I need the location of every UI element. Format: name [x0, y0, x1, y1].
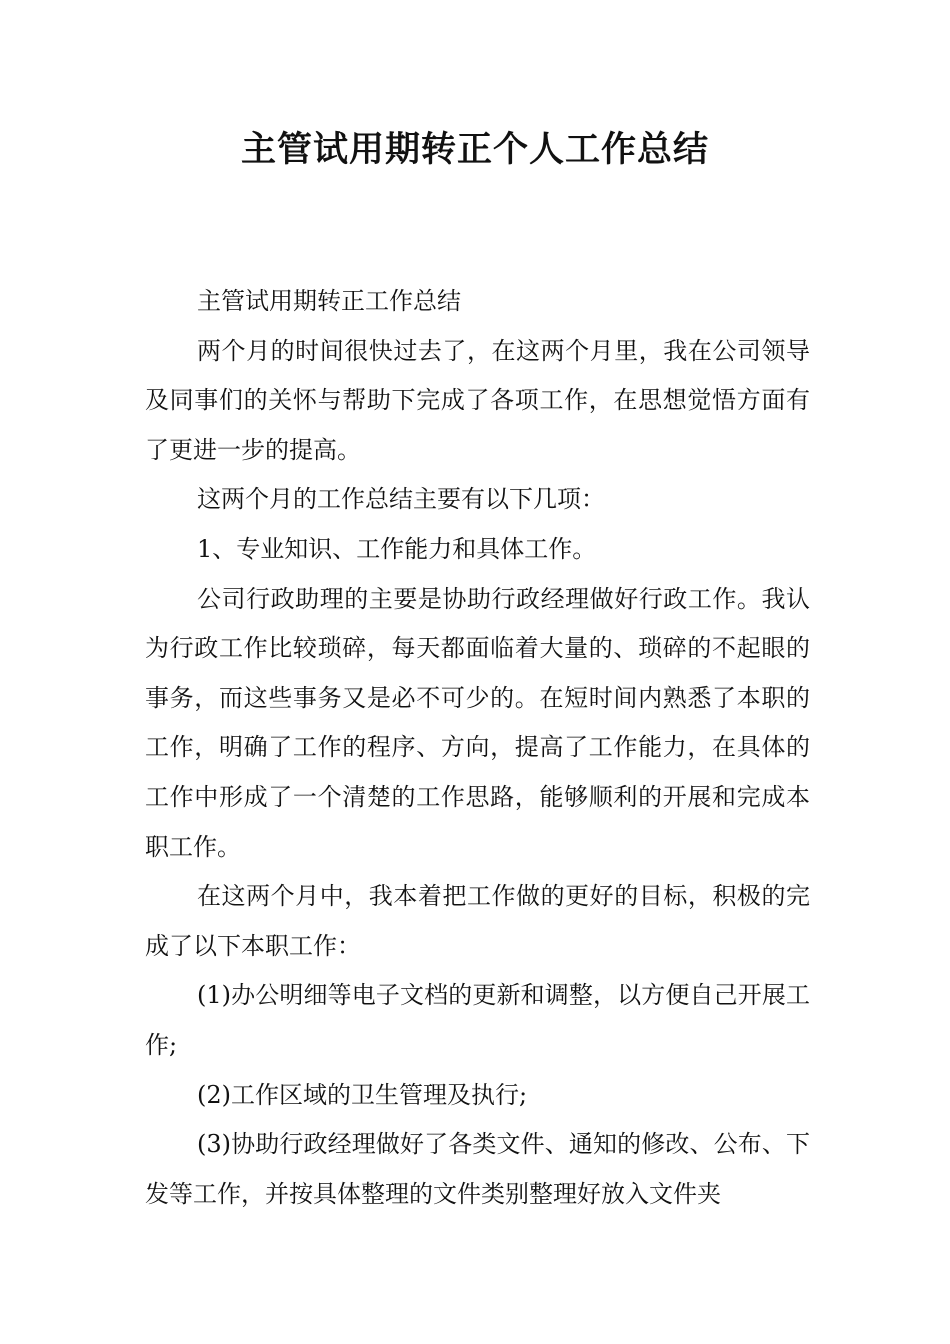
- paragraph-intro: 两个月的时间很快过去了，在这两个月里，我在公司领导及同事们的关怀与帮助下完成了各项工作，在思想觉悟方面有了更进一步的提高。: [145, 336, 810, 464]
- paragraph-duty-1: (1)办公明细等电子文档的更新和调整，以方便自己开展工作;: [145, 981, 810, 1059]
- document-title: 主管试用期转正个人工作总结: [240, 130, 709, 170]
- paragraph-role-description: 公司行政助理的主要是协助行政经理做好行政工作。我认为行政工作比较琐碎，每天都面临着大量的、琐碎的不起眼的事务，而这些事务又是必不可少的。在短时间内熟悉了本职的工作，明确了工作的程序、方向，提高了工作能力，在具体的工作中形成了一个清楚的工作思路，能够顺利的开展和完成本职工作。: [145, 584, 810, 861]
- paragraph-item-1-heading: 1、专业知识、工作能力和具体工作。: [197, 534, 597, 563]
- paragraph-subtitle: 主管试用期转正工作总结: [197, 287, 461, 315]
- paragraph-duties-lead: 在这两个月中，我本着把工作做的更好的目标，积极的完成了以下本职工作：: [145, 882, 810, 960]
- paragraph-duty-3: (3)协助行政经理做好了各类文件、通知的修改、公布、下发等工作，并按具体整理的文件类别整理好放入文件夹: [145, 1130, 810, 1208]
- document-body: [145, 277, 810, 1219]
- paragraph-summary-lead: 这两个月的工作总结主要有以下几项：: [197, 485, 605, 514]
- paragraph-duty-2: (2)工作区域的卫生管理及执行;: [197, 1080, 528, 1109]
